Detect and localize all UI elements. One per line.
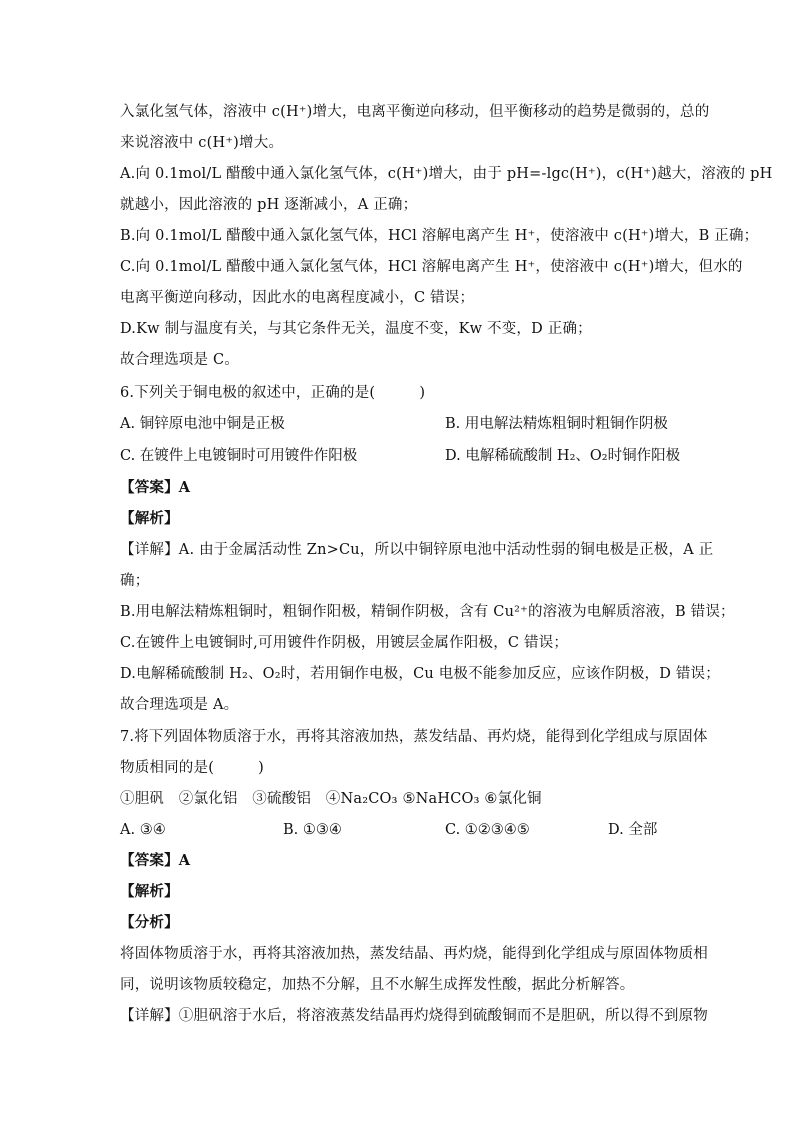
q6-detail-b: B.用电解法精炼粗铜时，粗铜作阳极，精铜作阴极，含有 Cu²⁺的溶液为电解质溶液，B 错误； <box>120 604 735 620</box>
q6-option-b: B. 用电解法精炼粗铜时粗铜作阴极 <box>445 416 668 432</box>
q6-detail-d: D.电解稀硫酸制 H₂、O₂时，若用铜作电极，Cu 电极不能参加反应，应该作阴极，D 错误； <box>120 666 720 682</box>
q5-option-b: B.向 0.1mol/L 醋酸中通入氯化氢气体，HCl 溶解电离产生 H⁺，使溶液中 c(H⁺)增大，B 正确； <box>120 228 759 244</box>
q7-option-d: D. 全部 <box>608 822 658 838</box>
q5-option-d: D.Kw 制与温度有关，与其它条件无关，温度不变，Kw 不变，D 正确； <box>120 321 592 337</box>
q5-analysis-line-2: 来说溶液中 c(H⁺)增大。 <box>120 135 284 151</box>
q6-option-c: C. 在镀件上电镀铜时可用镀件作阳极 <box>120 448 358 464</box>
q6-option-d: D. 电解稀硫酸制 H₂、O₂时铜作阳极 <box>445 448 681 464</box>
q7-items: ①胆矾 ②氯化铝 ③硫酸铝 ④Na₂CO₃ ⑤NaHCO₃ ⑥氯化铜 <box>120 791 542 807</box>
q7-option-a: A. ③④ <box>120 822 166 838</box>
q5-option-a-line-1: A.向 0.1mol/L 醋酸中通入氯化氢气体，c(H⁺)增大，由于 pH=-lgc(H⁺)，c(H⁺)越大，溶液的 pH <box>120 166 773 182</box>
q6-option-a: A. 铜锌原电池中铜是正极 <box>120 416 285 432</box>
q7-option-c: C. ①②③④⑤ <box>445 822 530 838</box>
q5-option-a-line-2: 就越小，因此溶液的 pH 逐渐减小，A 正确； <box>120 197 418 213</box>
q6-conclusion: 故合理选项是 A。 <box>120 697 239 713</box>
q6-detail-line-2: 确； <box>120 573 150 589</box>
q5-option-c-line-2: 电离平衡逆向移动，因此水的电离程度减小，C 错误； <box>120 290 475 306</box>
q7-fenxi-line-2: 同，说明该物质较稳定，加热不分解，且不水解生成挥发性酸，据此分析解答。 <box>120 977 635 993</box>
q5-analysis-line-1: 入氯化氢气体，溶液中 c(H⁺)增大，电离平衡逆向移动，但平衡移动的趋势是微弱的，总的 <box>120 104 710 120</box>
q7-option-b: B. ①③④ <box>283 822 342 838</box>
q7-stem-line-2: 物质相同的是( ) <box>120 760 265 776</box>
q7-detail-line-1: 【详解】①胆矾溶于水后，将溶液蒸发结晶再灼烧得到硫酸铜而不是胆矾，所以得不到原物 <box>120 1008 708 1024</box>
q6-stem: 6.下列关于铜电极的叙述中，正确的是( ) <box>120 385 426 401</box>
q7-answer: 【答案】A <box>120 852 191 869</box>
q7-fenxi-line-1: 将固体物质溶于水，再将其溶液加热，蒸发结晶、再灼烧，能得到化学组成与原固体物质相 <box>120 946 708 962</box>
q6-detail-c: C.在镀件上电镀铜时,可用镀件作阴极，用镀层金属作阳极，C 错误； <box>120 635 569 651</box>
q5-conclusion: 故合理选项是 C。 <box>120 352 240 368</box>
q5-option-c-line-1: C.向 0.1mol/L 醋酸中通入氯化氢气体，HCl 溶解电离产生 H⁺，使溶液中 c(H⁺)增大，但水的 <box>120 259 743 275</box>
q7-stem-line-1: 7.将下列固体物质溶于水，再将其溶液加热，蒸发结晶、再灼烧，能得到化学组成与原固体 <box>120 729 708 745</box>
q7-fenxi-label: 【分析】 <box>120 914 179 931</box>
q6-answer: 【答案】A <box>120 479 191 496</box>
q7-analysis-label: 【解析】 <box>120 883 179 900</box>
q6-analysis-label: 【解析】 <box>120 510 179 527</box>
q6-detail-line-1: 【详解】A. 由于金属活动性 Zn>Cu，所以中铜锌原电池中活动性弱的铜电极是正极，A 正 <box>120 542 714 558</box>
